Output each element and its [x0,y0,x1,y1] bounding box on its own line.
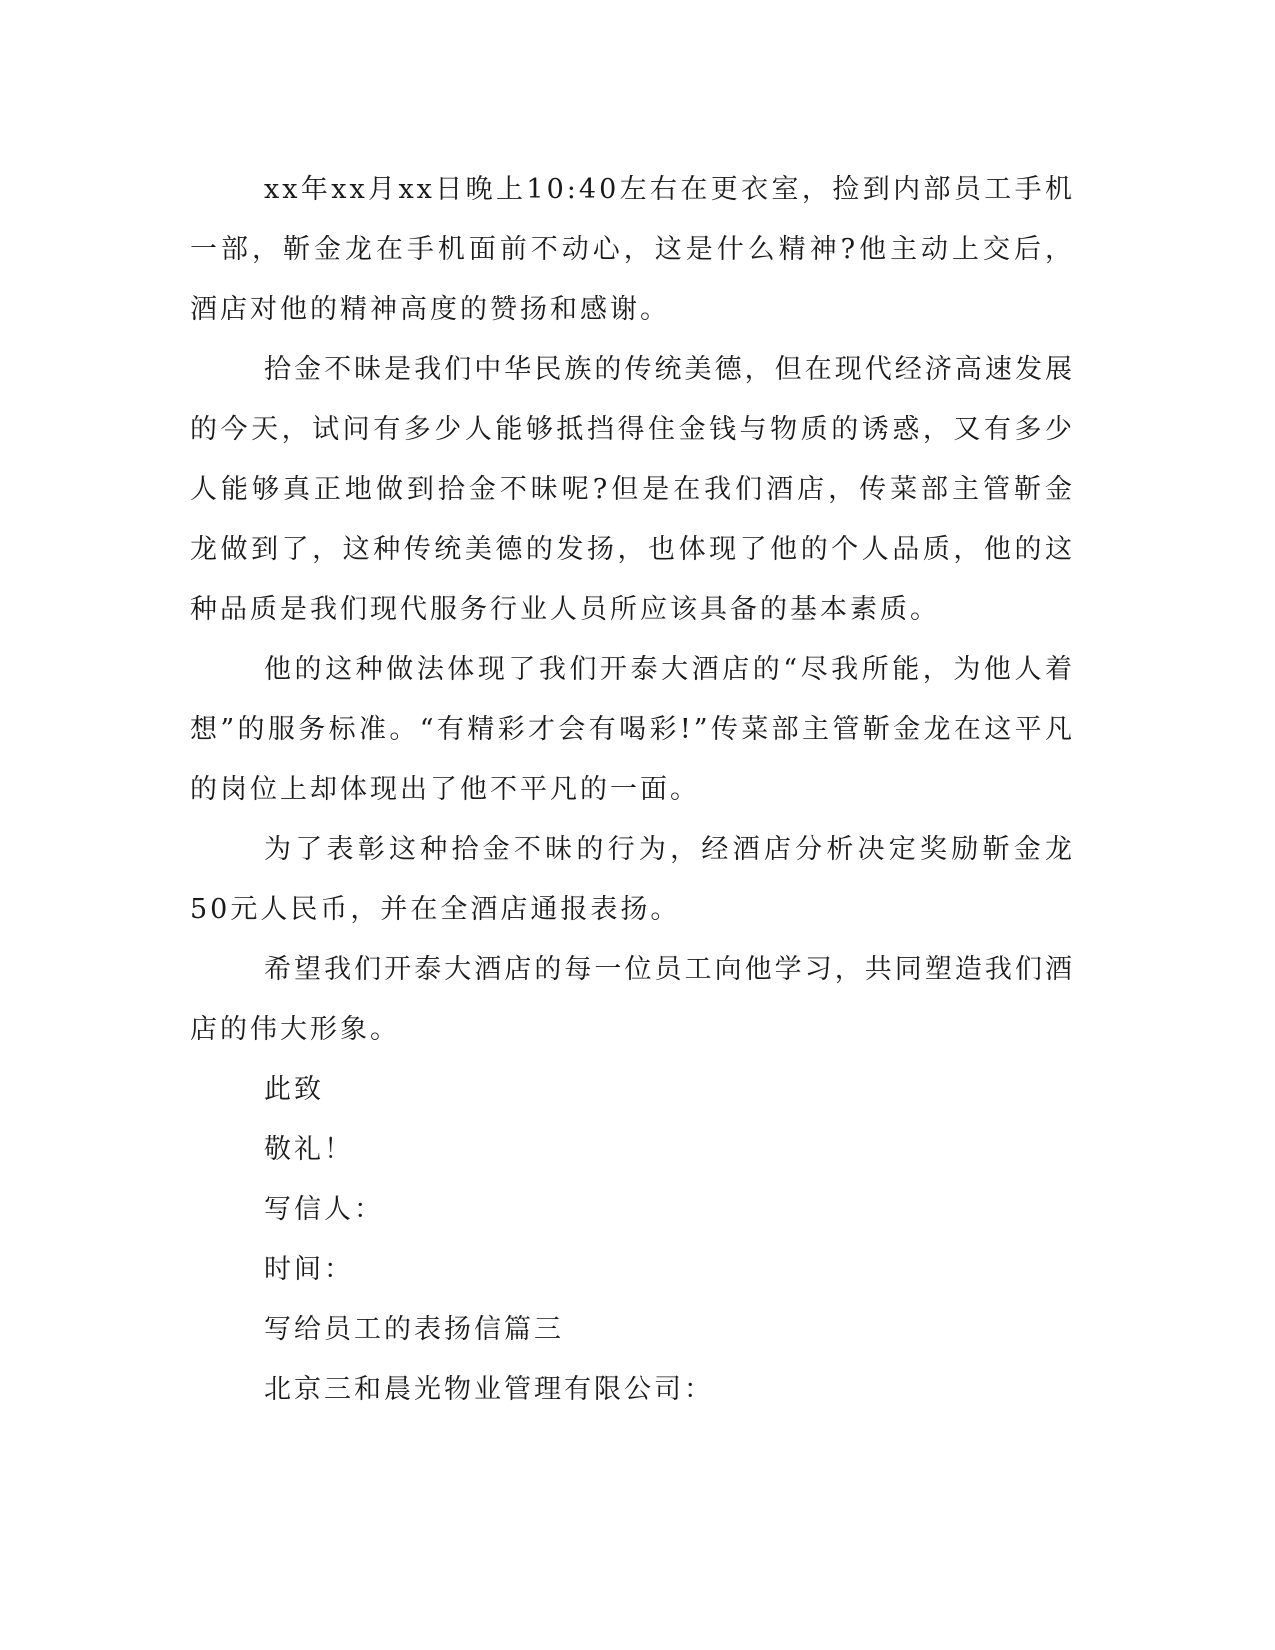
paragraph-traditional-virtue: 拾金不昧是我们中华民族的传统美德，但在现代经济高速发展的今天，试问有多少人能够抵挡得住金钱与物质的诱惑，又有多少人能够真正地做到拾金不昧呢?但是在我们酒店，传菜部主管靳金龙做到了，这种传统美德的发扬，也体现了他的个人品质，他的这种品质是我们现代服务行业人员所应该具备的基本素质。 [190,354,1075,625]
recipient-line: 北京三和晨光物业管理有限公司： [264,1374,714,1405]
letter-body [190,160,1075,1420]
closing-regards: 敬礼！ [264,1134,354,1165]
writer-label: 写信人： [264,1194,384,1225]
time-label: 时间： [264,1254,354,1285]
paragraph-hope: 希望我们开泰大酒店的每一位员工向他学习，共同塑造我们酒店的伟大形象。 [190,954,1075,1045]
section-title: 写给员工的表扬信篇三 [264,1314,564,1345]
paragraph-found-phone: xx年xx月xx日晚上10:40左右在更衣室，捡到内部员工手机一部，靳金龙在手机面前不动心，这是什么精神?他主动上交后，酒店对他的精神高度的赞扬和感谢。 [190,174,1075,325]
paragraph-service-standard: 他的这种做法体现了我们开泰大酒店的“尽我所能，为他人着想”的服务标准。“有精彩才会有喝彩!”传菜部主管靳金龙在这平凡的岗位上却体现出了他不平凡的一面。 [190,654,1075,805]
closing-salutation: 此致 [264,1074,324,1105]
paragraph-reward: 为了表彰这种拾金不昧的行为，经酒店分析决定奖励靳金龙50元人民币，并在全酒店通报表扬。 [190,834,1075,925]
